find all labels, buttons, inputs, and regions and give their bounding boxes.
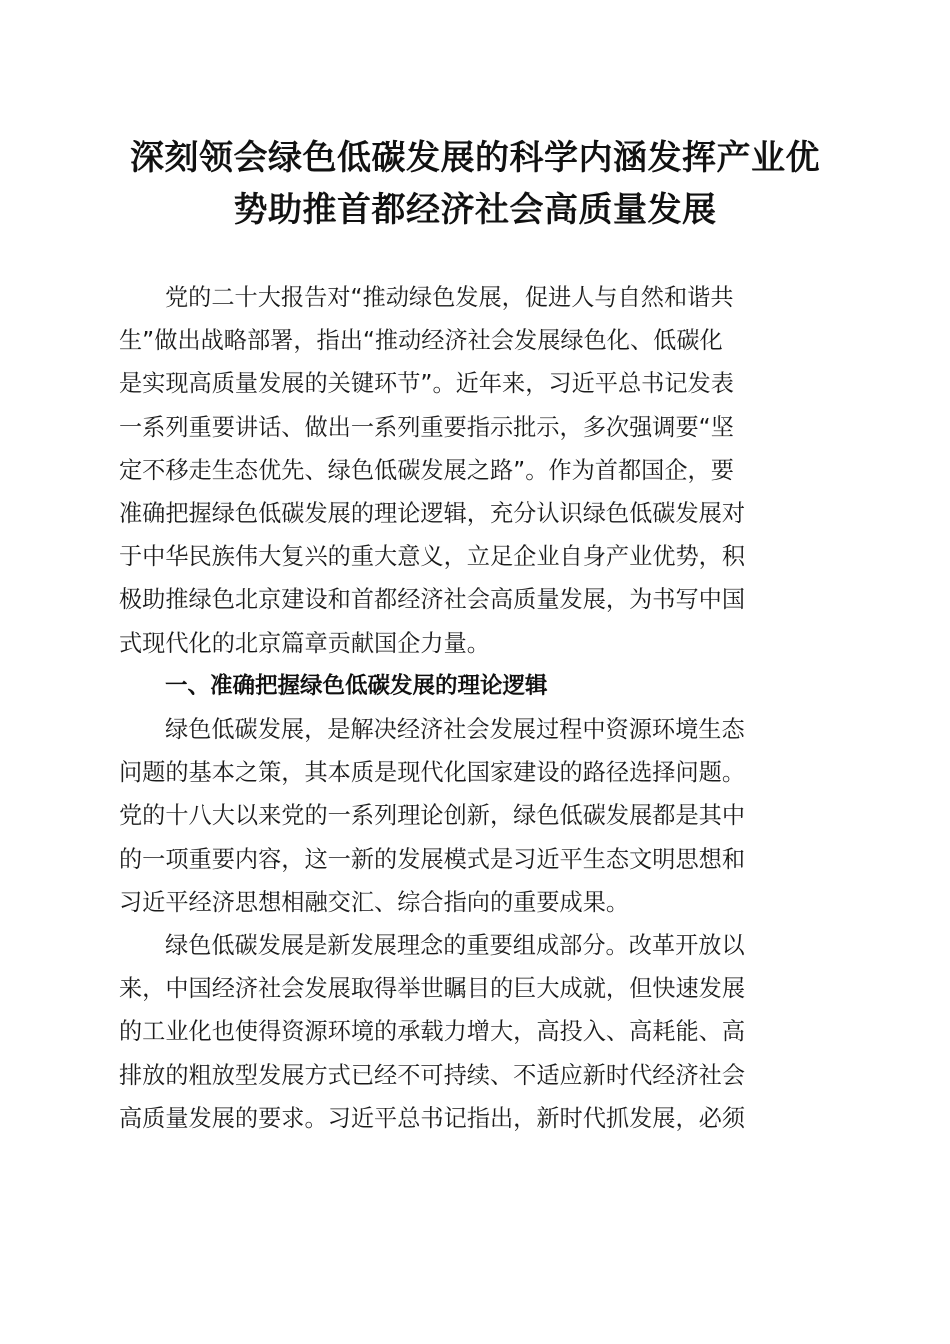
paragraph-line: 一系列重要讲话、做出一系列重要指示批示，多次强调要“坚 — [119, 413, 734, 441]
paragraph-line: 准确把握绿色低碳发展的理论逻辑，充分认识绿色低碳发展对 — [119, 500, 746, 528]
paragraph-line: 定不移走生态优先、绿色低碳发展之路”。作为首都国企，要 — [119, 456, 734, 484]
paragraph-line: 极助推绿色北京建设和首都经济社会高质量发展，为书写中国 — [119, 586, 746, 614]
paragraph-line: 来，中国经济社会发展取得举世瞩目的巨大成就，但快速发展 — [119, 975, 746, 1003]
paragraph-line: 习近平经济思想相融交汇、综合指向的重要成果。 — [119, 888, 630, 916]
paragraph-line: 于中华民族伟大复兴的重大意义，立足企业自身产业优势，积 — [119, 543, 746, 571]
title-line-1: 深刻领会绿色低碳发展的科学内涵发挥产业优 — [130, 138, 820, 178]
paragraph-line: 生”做出战略部署，指出“推动经济社会发展绿色化、低碳化 — [119, 327, 723, 355]
paragraph-line: 式现代化的北京篇章贡献国企力量。 — [119, 629, 490, 657]
section-paragraph-1 — [119, 708, 821, 924]
paragraph-line: 党的十八大以来党的一系列理论创新，绿色低碳发展都是其中 — [119, 802, 746, 830]
paragraph-line: 高质量发展的要求。习近平总书记指出，新时代抓发展，必须 — [119, 1104, 746, 1132]
paragraph-line: 问题的基本之策，其本质是现代化国家建设的路径选择问题。 — [119, 759, 746, 787]
paragraph-line: 绿色低碳发展，是解决经济社会发展过程中资源环境生态 — [165, 716, 745, 744]
section-paragraph-2 — [119, 924, 821, 1140]
document-body — [119, 276, 821, 1140]
paragraph-line: 党的二十大报告对“推动绿色发展，促进人与自然和谐共 — [165, 284, 734, 311]
paragraph-line: 是实现高质量发展的关键环节”。近年来，习近平总书记发表 — [119, 370, 734, 398]
paragraph-line: 绿色低碳发展是新发展理念的重要组成部分。改革开放以 — [165, 932, 745, 960]
intro-paragraph — [119, 276, 821, 665]
paragraph-line: 的一项重要内容，这一新的发展模式是习近平生态文明思想和 — [119, 845, 746, 873]
paragraph-line: 排放的粗放型发展方式已经不可持续、不适应新时代经济社会 — [119, 1061, 746, 1089]
section-heading: 一、准确把握绿色低碳发展的理论逻辑 — [165, 672, 548, 699]
title-line-2: 势助推首都经济社会高质量发展 — [233, 190, 717, 230]
document-title — [100, 132, 850, 236]
paragraph-line: 的工业化也使得资源环境的承载力增大，高投入、高耗能、高 — [119, 1018, 746, 1046]
